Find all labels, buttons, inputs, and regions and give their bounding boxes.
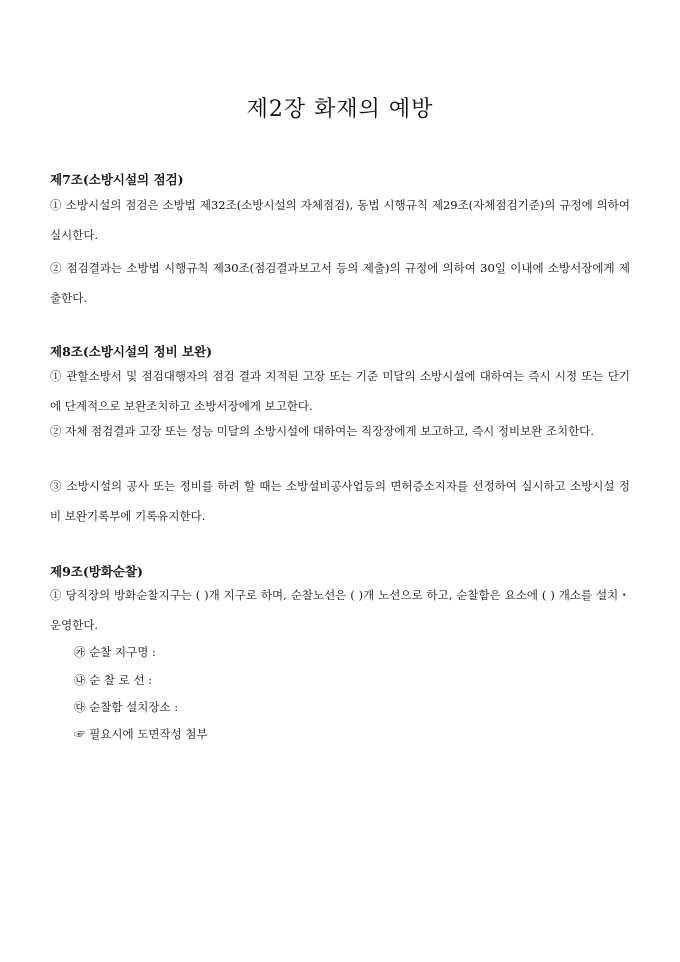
article-8-para-1: ① 관할소방서 및 점검대행자의 점검 결과 지적된 고장 또는 기준 미달의 소방시설에 대하여는 즉시 시정 또는 단기에 단계적으로 보완조치하고 소방서장에게 보고한다. — [50, 369, 630, 413]
article-9-para-1: ① 당직장의 방화순찰지구는 ( )개 지구로 하며, 순찰노선은 ( )개 노선으로 하고, 순찰함은 요소에 ( ) 개소를 설치・운영한다. — [50, 588, 630, 632]
article-7-para-2: ② 점검결과는 소방법 시행규칙 제30조(점검결과보고서 등의 제출)의 규정에 의하여 30일 이내에 소방서장에게 제출한다. — [50, 261, 630, 305]
article-8-heading: 제8조(소방시설의 정비 보완) — [50, 344, 213, 359]
article-8-para-3: ③ 소방시설의 공사 또는 정비를 하려 할 때는 소방설비공사업등의 면허증소지자를 선정하여 실시하고 소방시설 정비 보완기록부에 기록유지한다. — [50, 479, 630, 523]
chapter-title: 제2장 화재의 예방 — [246, 97, 434, 122]
article-7-para-1: ① 소방시설의 점검은 소방법 제32조(소방시설의 자체점검), 동법 시행규칙 제29조(자체점검기준)의 규정에 의하여 실시한다. — [50, 198, 630, 242]
patrol-district-name-item: ㉮ 순찰 지구명 : — [74, 645, 156, 659]
patrol-route-item: ㉯ 순 찰 로 선 : — [74, 673, 153, 687]
article-7-heading: 제7조(소방시설의 점검) — [50, 172, 184, 187]
article-8-para-2: ② 자체 점검결과 고장 또는 성능 미달의 소방시설에 대하여는 직장장에게 보고하고, 즉시 정비보완 조치한다. — [50, 424, 595, 438]
article-9-heading: 제9조(방화순찰) — [50, 564, 143, 579]
patrol-box-location-item: ㉰ 순찰함 설치장소 : — [74, 700, 179, 714]
map-attachment-note: ☞ 필요시에 도면작성 첨부 — [74, 727, 208, 741]
